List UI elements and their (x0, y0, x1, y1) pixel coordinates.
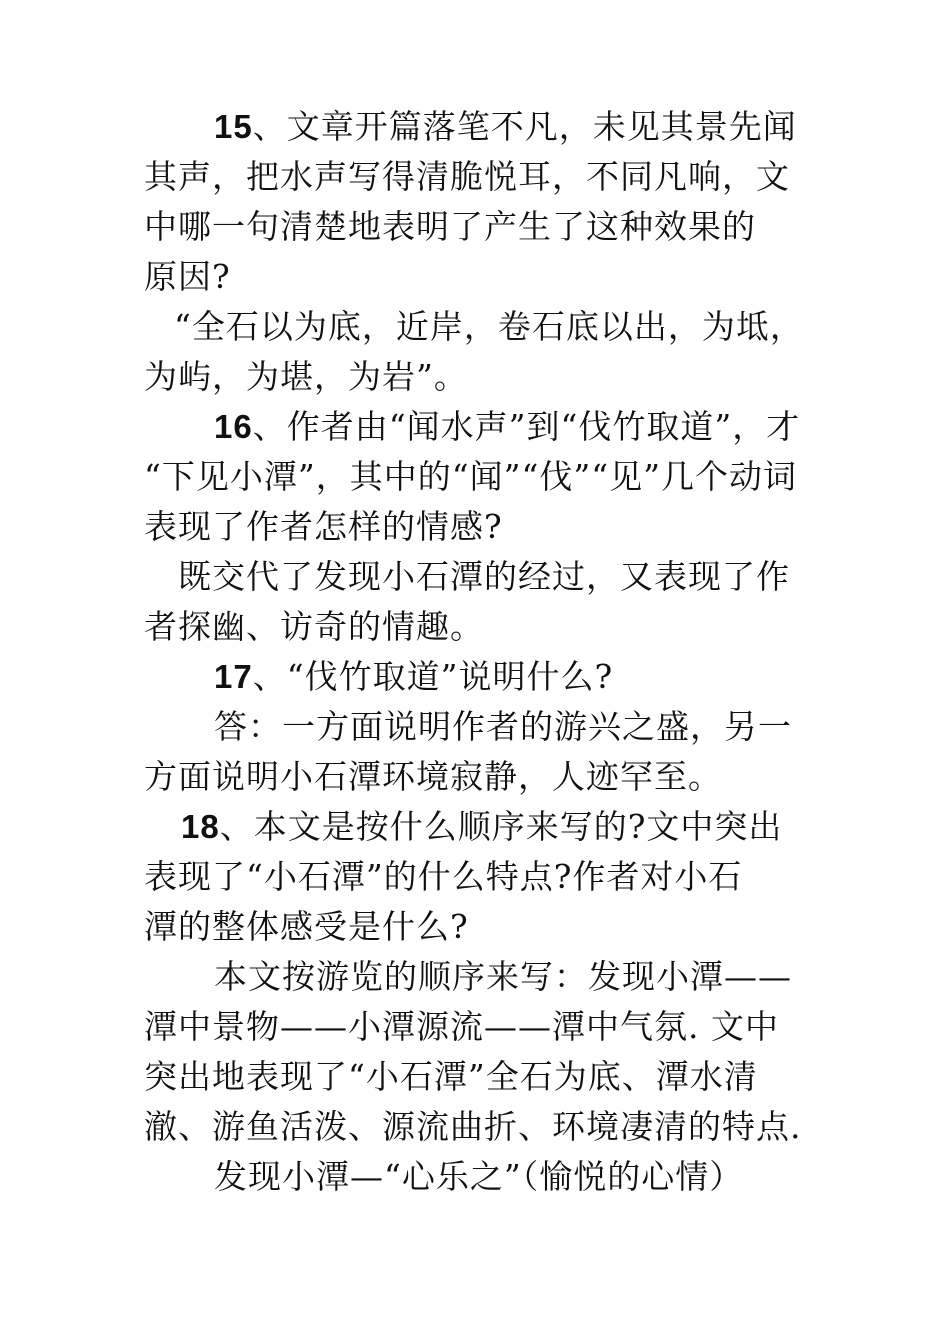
question-15-line-4 (144, 252, 824, 302)
line-text: 既交代了发现小石潭的经过，又表现了作 (178, 557, 790, 596)
answer-16-line-2 (144, 602, 824, 652)
question-number-17: 17 (214, 658, 253, 695)
line-text: 、文章开篇落笔不凡，未见其景先闻 (252, 107, 797, 146)
line-text: 其声，把水声写得清脆悦耳，不同凡响，文 (144, 157, 790, 196)
question-16-line-3 (144, 502, 824, 552)
line-text: 表现了作者怎样的情感? (144, 507, 503, 546)
line-text: 本文按游览的顺序来写：发现小潭—— (214, 957, 792, 996)
line-text: 、作者由“闻水声”到“伐竹取道”，才 (252, 407, 801, 446)
question-number-16: 16 (214, 408, 253, 445)
line-text: 原因? (144, 257, 231, 296)
question-18-line-1 (181, 802, 861, 852)
line-text: 答：一方面说明作者的游兴之盛，另一 (214, 707, 792, 746)
question-15-line-1 (214, 102, 894, 152)
question-16-line-1 (214, 402, 894, 452)
question-18-line-3 (144, 902, 824, 952)
line-text: 澈、游鱼活泼、源流曲折、环境凄清的特点. (144, 1107, 802, 1146)
line-text: 、本文是按什么顺序来写的?文中突出 (219, 807, 783, 846)
question-16-line-2 (144, 452, 824, 502)
line-text: 者探幽、访奇的情趣。 (144, 607, 484, 646)
answer-18-line-1 (214, 952, 894, 1002)
answer-18-line-5 (214, 1152, 894, 1202)
answer-15-line-1 (174, 302, 854, 352)
line-text: 为屿，为堪，为岩”。 (144, 357, 468, 396)
question-15-line-2 (144, 152, 824, 202)
question-18-line-2 (144, 852, 824, 902)
line-text: 潭的整体感受是什么? (144, 907, 469, 946)
question-number-15: 15 (214, 108, 253, 145)
line-text: 中哪一句清楚地表明了产生了这种效果的 (144, 207, 756, 246)
answer-17-line-2 (144, 752, 824, 802)
line-text: “全石以为底，近岸，卷石底以出，为坻， (174, 307, 804, 346)
answer-15-line-2 (144, 352, 824, 402)
answer-18-line-4 (144, 1102, 824, 1152)
line-text: 、“伐竹取道”说明什么? (252, 657, 614, 696)
question-15-line-3 (144, 202, 824, 252)
line-text: 潭中景物——小潭源流——潭中气氛. 文中 (144, 1007, 779, 1046)
line-text: 表现了“小石潭”的什么特点?作者对小石 (144, 857, 743, 896)
question-number-18: 18 (181, 808, 220, 845)
line-text: “下见小潭”，其中的“闻”“伐”“见”几个动词 (144, 457, 797, 496)
line-text: 方面说明小石潭环境寂静，人迹罕至。 (144, 757, 722, 796)
question-17-line-1 (214, 652, 894, 702)
line-text: 发现小潭—“心乐之”（愉悦的心情） (214, 1157, 744, 1196)
line-text: 突出地表现了“小石潭”全石为底、潭水清 (144, 1057, 758, 1096)
answer-17-line-1 (214, 702, 894, 752)
answer-18-line-2 (144, 1002, 824, 1052)
answer-18-line-3 (144, 1052, 824, 1102)
answer-16-line-1 (178, 552, 858, 602)
